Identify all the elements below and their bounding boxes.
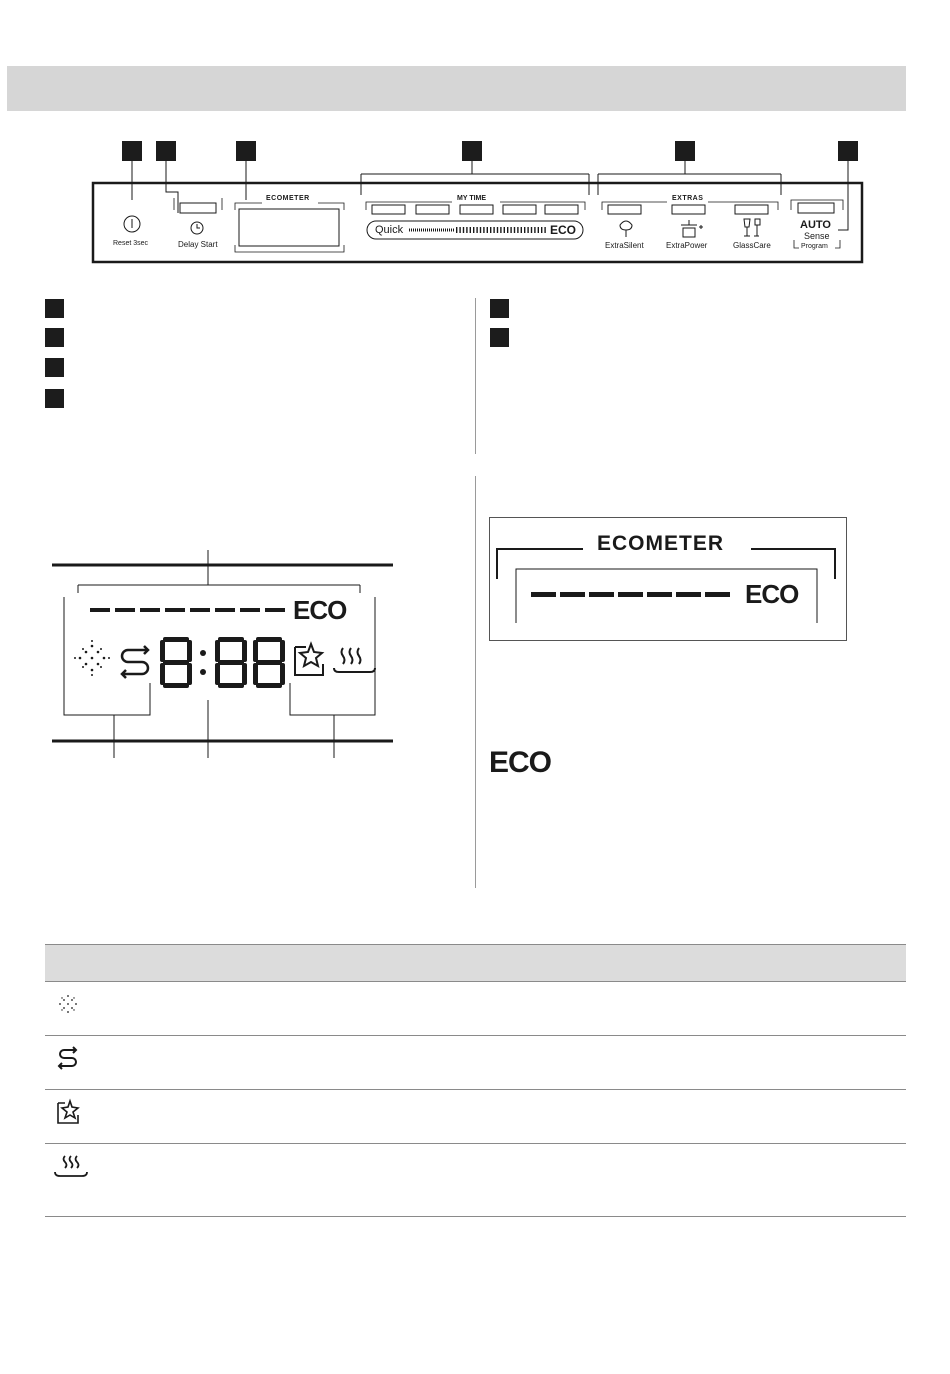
time-digits (160, 637, 285, 688)
table-row (45, 982, 906, 1036)
extra-silent-icon (620, 221, 632, 237)
rinse-aid-sparkle-icon (50, 990, 84, 1018)
quick-label[interactable]: Quick (375, 224, 404, 236)
mytime-label: MY TIME (457, 195, 487, 202)
drying-steam-icon (334, 648, 375, 672)
legend-callout-2 (45, 328, 64, 347)
auto-sense-indicator (798, 203, 834, 213)
table-header (45, 944, 906, 982)
display-eco-label: ECO (293, 595, 347, 625)
legend-callout-4 (45, 389, 64, 408)
extra-power-button[interactable]: ExtraPower (666, 241, 708, 250)
ecometer-small-display (239, 209, 339, 246)
auto-door-star-icon (295, 644, 323, 675)
column-divider-bottom (475, 476, 476, 888)
callout-3 (236, 141, 256, 161)
sense-label: Sense (804, 231, 830, 241)
callout-1 (122, 141, 142, 161)
delay-start-indicator (180, 203, 216, 213)
extra-power-icon (681, 220, 703, 237)
extra-silent-button[interactable]: ExtraSilent (605, 241, 644, 250)
table-row (45, 1144, 906, 1217)
column-divider-top (475, 298, 476, 454)
callout-2 (156, 141, 176, 161)
rinse-aid-sparkle-icon (74, 640, 110, 676)
ecometer-detail-title: ECOMETER (597, 532, 725, 555)
auto-label[interactable]: AUTO (800, 219, 831, 231)
indicator-table (45, 944, 906, 1217)
legend-callout-1 (45, 299, 64, 318)
ecometer-detail-eco: ECO (745, 579, 799, 609)
callout-4 (462, 141, 482, 161)
delay-start-button[interactable]: Delay Start (178, 240, 218, 249)
eco-slider-label[interactable]: ECO (550, 223, 577, 237)
extras-label: EXTRAS (672, 195, 704, 202)
legend-callout-5 (490, 299, 509, 318)
regenerate-salt-icon (122, 646, 148, 678)
eco-logo: ECO (489, 746, 552, 779)
ecometer-small-label: ECOMETER (266, 195, 310, 202)
display-diagram (40, 540, 460, 770)
legend-callout-6 (490, 328, 509, 347)
program-label: Program (801, 243, 828, 250)
callout-5 (675, 141, 695, 161)
auto-door-star-icon (50, 1098, 84, 1126)
legend-callout-3 (45, 358, 64, 377)
glass-care-icon (744, 219, 760, 236)
table-row (45, 1036, 906, 1090)
regenerate-salt-icon (50, 1044, 84, 1072)
table-row (45, 1090, 906, 1144)
drying-steam-icon (50, 1152, 90, 1180)
reset-label: Reset 3sec (113, 240, 149, 247)
glass-care-button[interactable]: GlassCare (733, 241, 771, 250)
callout-6 (838, 141, 858, 161)
